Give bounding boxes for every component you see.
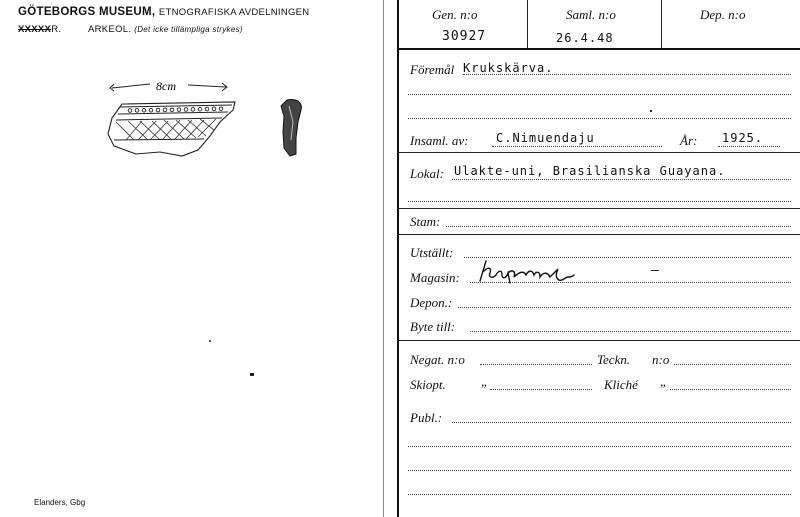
teckn-no: n:o: [652, 352, 670, 367]
magasin-signature: [474, 257, 584, 289]
printer-credit: Elanders, Gbg: [34, 498, 86, 507]
foremal-line-2: [408, 94, 791, 95]
byte-label: Byte till:: [410, 319, 456, 334]
publ-line-3: [408, 470, 791, 471]
header-divider-1: [527, 0, 528, 48]
rule-after-lokal: [398, 208, 800, 209]
publ-line-4: [408, 494, 791, 495]
header-rule: [398, 48, 800, 50]
publ-line-2: [408, 446, 791, 447]
lokal-line: [452, 179, 791, 180]
foremal-value: Krukskärva.: [463, 61, 554, 75]
foremal-line-3: [408, 118, 791, 119]
form-frame-left: [397, 0, 399, 517]
insaml-label: Insaml. av:: [410, 133, 469, 148]
arkeol-label: ARKEOL.: [88, 24, 132, 35]
lokal-value: Ulakte-uni, Brasilianska Guayana.: [454, 164, 726, 178]
rule-after-stam: [398, 234, 800, 235]
scale-label: 8cm: [156, 79, 176, 93]
short-dash: [651, 270, 659, 271]
struck-code: XXXXX: [18, 24, 52, 35]
kliche-mark: „: [660, 374, 668, 389]
ar-line: [718, 146, 780, 147]
magasin-label: Magasin:: [410, 270, 460, 285]
museum-name: GÖTEBORGS MUSEUM,: [18, 6, 156, 18]
gen-value: 30927: [442, 29, 487, 44]
depon-line: [458, 307, 791, 308]
sherd-sketch: [100, 70, 320, 165]
header-divider-2: [661, 0, 662, 48]
stray-mark: [250, 373, 254, 376]
skiopt-mark: „: [481, 374, 489, 389]
kliche-line: [670, 389, 791, 390]
ar-value: 1925.: [722, 131, 764, 145]
stray-dot: [209, 340, 211, 342]
saml-value: 26.4.48: [556, 31, 614, 45]
teckn-line: [674, 364, 791, 365]
kliche-label: Kliché: [604, 377, 638, 392]
publ-line: [452, 422, 791, 423]
teckn-label: Teckn.: [597, 352, 631, 367]
ar-label: År:: [680, 133, 698, 148]
lokal-line-2: [408, 201, 791, 202]
lokal-label: Lokal:: [410, 166, 444, 181]
rule-after-insaml: [398, 152, 800, 153]
rule-after-byte: [398, 340, 800, 341]
insaml-value: C.Nimuendaju: [496, 131, 595, 145]
magasin-line: [470, 282, 791, 283]
foremal-line: [463, 74, 791, 75]
skiopt-line: [490, 389, 592, 390]
saml-label: Saml. n:o: [566, 7, 616, 22]
stam-line: [446, 226, 791, 227]
negat-line: [480, 364, 592, 365]
skiopt-label: Skiopt.: [410, 377, 446, 392]
depon-label: Depon.:: [410, 295, 453, 310]
small-dot: [650, 110, 652, 112]
negat-label: Negat. n:o: [410, 352, 465, 367]
foremal-label: Föremål: [410, 62, 455, 77]
utstallt-label: Utställt:: [410, 245, 454, 260]
card-fold-line: [383, 0, 384, 517]
gen-label: Gen. n:o: [432, 7, 478, 22]
stam-label: Stam:: [410, 214, 441, 229]
publ-label: Publ.:: [410, 410, 443, 425]
byte-line: [470, 331, 791, 332]
line2-tail: R.: [51, 24, 62, 35]
strike-note: (Det icke tillämpliga strykes): [134, 25, 243, 34]
department-name: ETNOGRAFISKA AVDELNINGEN: [158, 7, 310, 18]
dep-label: Dep. n:o: [700, 7, 746, 22]
insaml-line: [492, 146, 662, 147]
